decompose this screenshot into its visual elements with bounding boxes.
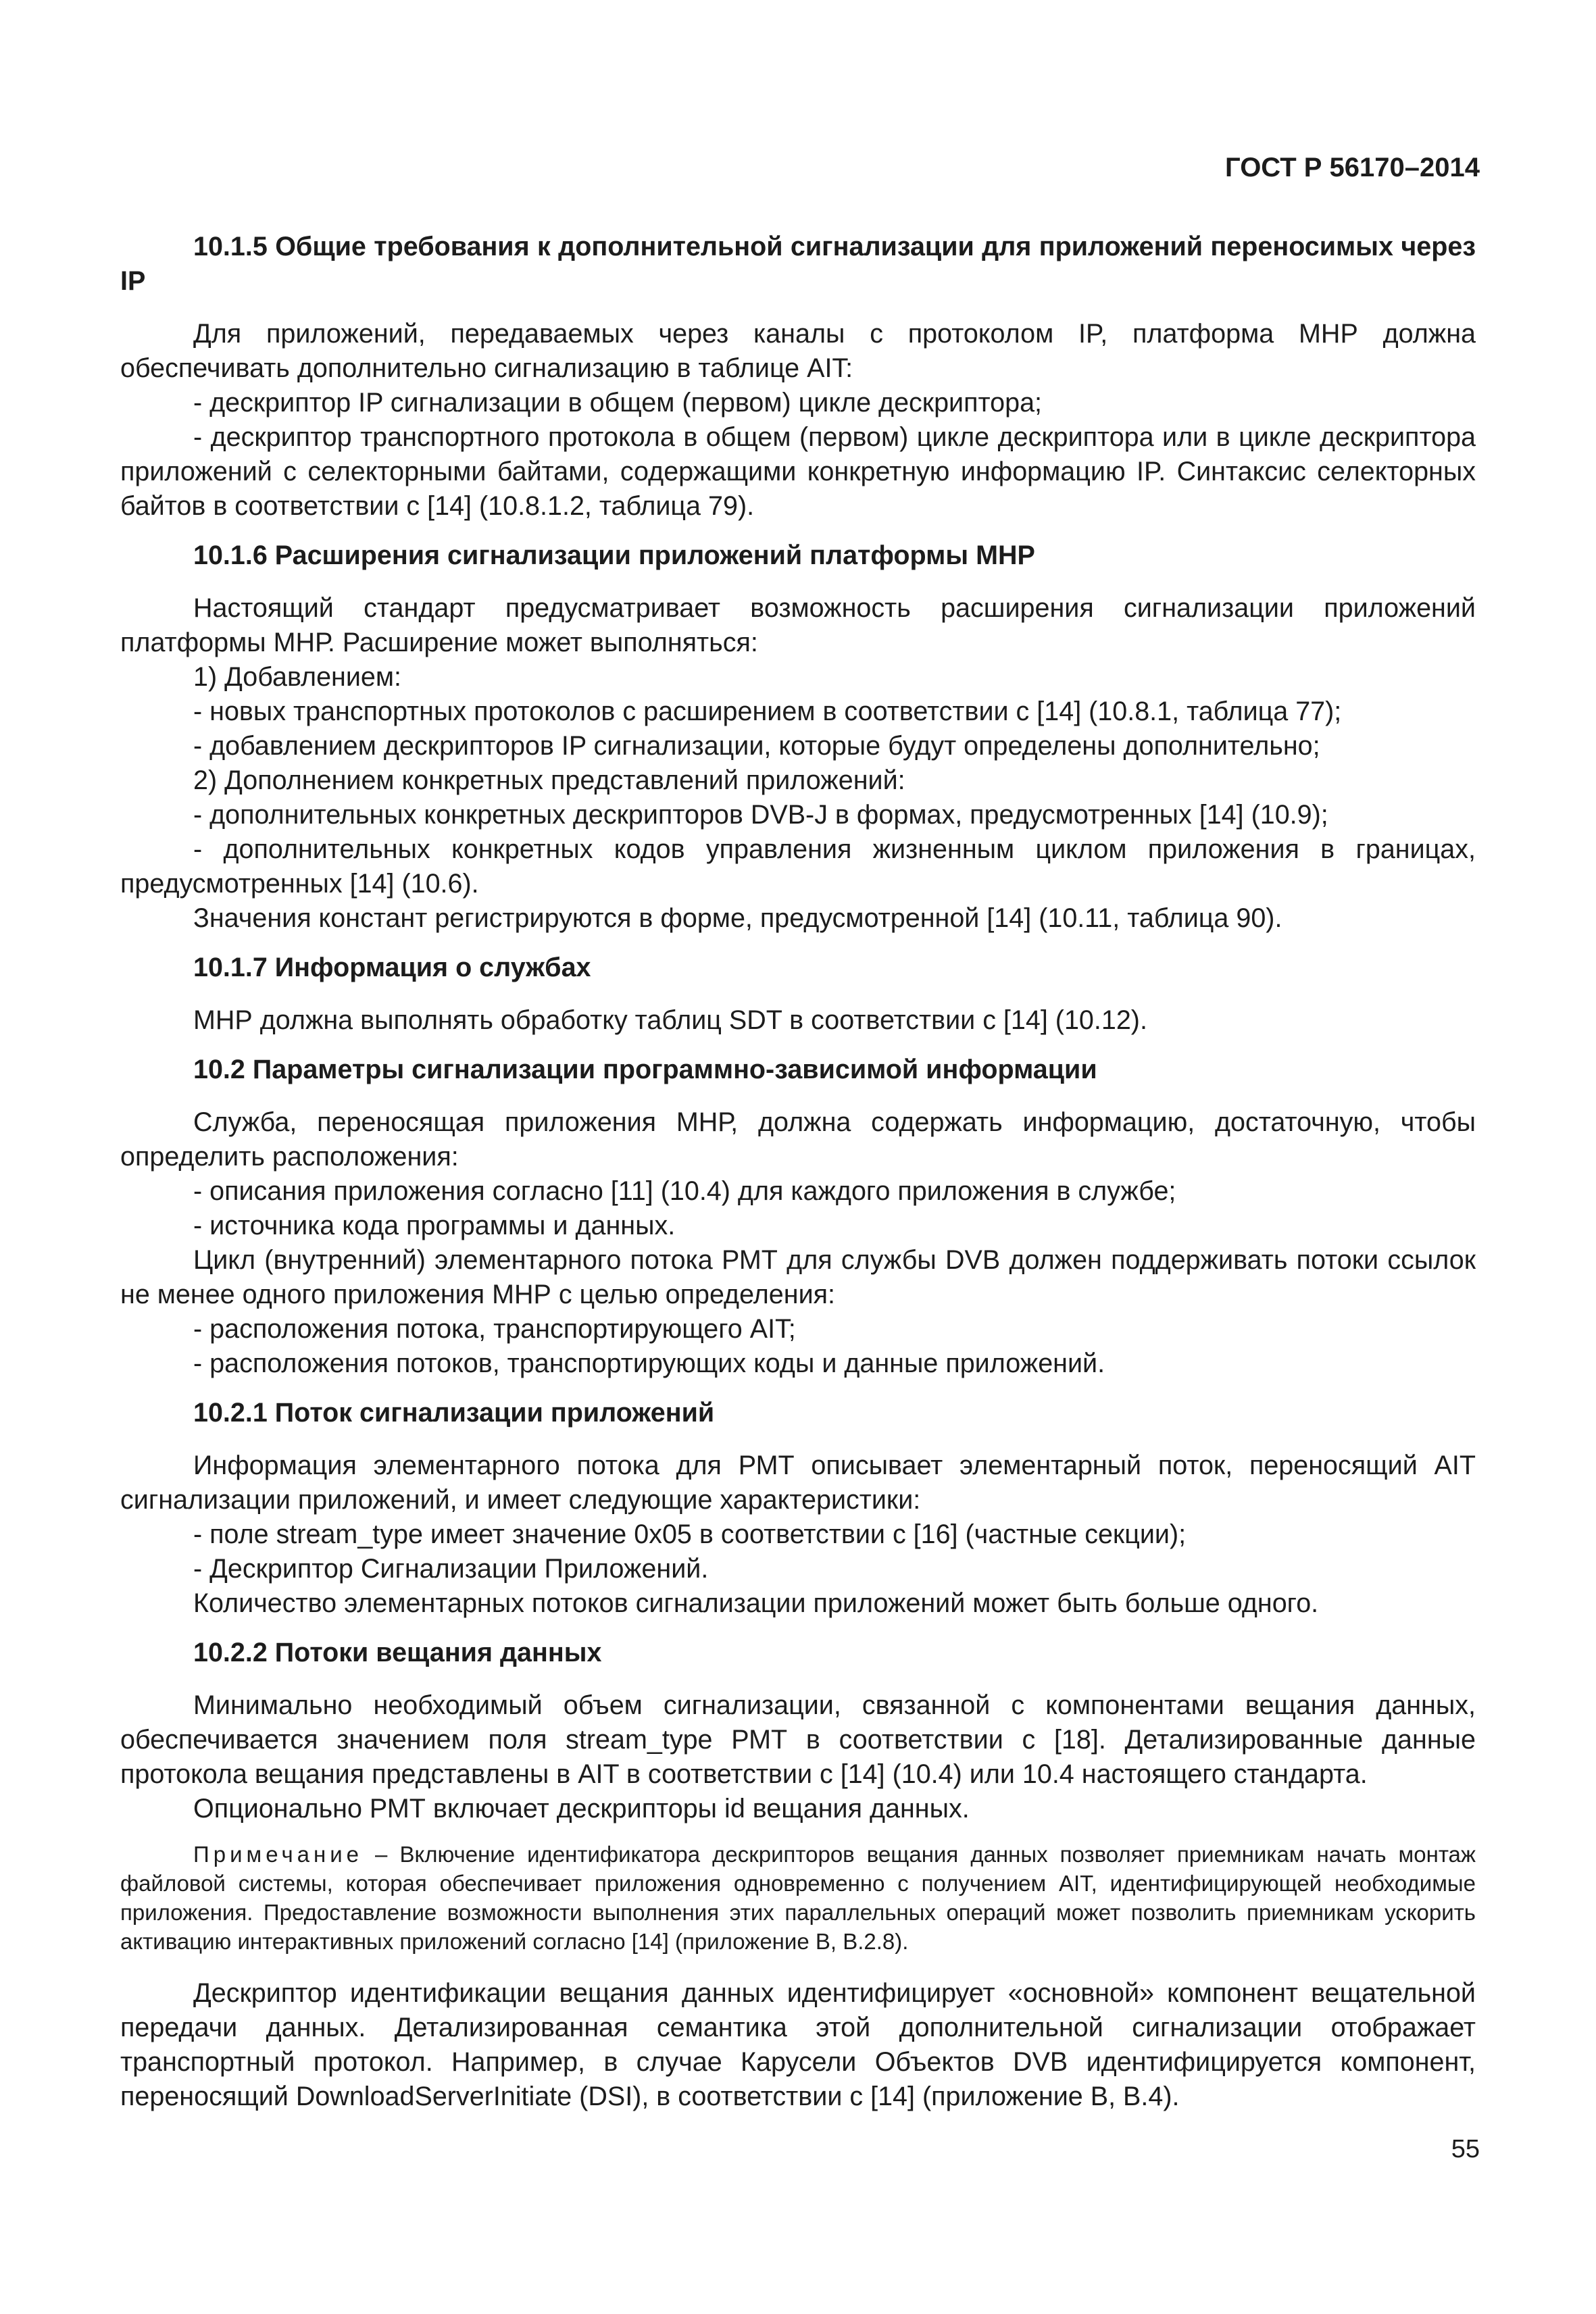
list-item: - описания приложения согласно [11] (10.4) для каждого приложения в службе; [193,1176,1176,1206]
numbered-item: 1) Добавлением: [193,662,402,692]
list-item: - источника кода программы и данных. [193,1211,676,1240]
note-text: – Включение идентификатора дескрипторов вещания данных позволяет приемникам начать монтаж файловой системы, которая обеспечивает приложения одновременно с получением AIT, идентифицирующей необходимые приложения. Предоставление возможности выполнения этих параллельных операций может позволить приемникам ускорить активацию интерактивных приложений согласно [14] (приложение В, В.2.8). [120,1842,1476,1954]
list-item: - Дескриптор Сигнализации Приложений. [193,1554,709,1584]
heading-10-1-7: 10.1.7 Информация о службах [193,953,591,982]
heading-10-2-1: 10.2.1 Поток сигнализации приложений [193,1398,715,1428]
numbered-item: 2) Дополнением конкретных представлений приложений: [193,765,905,795]
paragraph: Для приложений, передаваемых через каналы с протоколом IP, платформа МНР должна обеспечивать дополнительно сигнализацию в таблице AIT: [120,319,1476,383]
paragraph: Настоящий стандарт предусматривает возможность расширения сигнализации приложений платформы МНР. Расширение может выполняться: [120,593,1476,657]
list-item: - поле stream_type имеет значение 0x05 в соответствии с [16] (частные секции); [193,1519,1187,1549]
heading-10-2: 10.2 Параметры сигнализации программно-зависимой информации [193,1055,1097,1084]
list-item: - дескриптор IP сигнализации в общем (первом) цикле дескриптора; [193,388,1043,418]
list-item: - дополнительных конкретных кодов управления жизненным циклом приложения в границах, предусмотренных [14] (10.6). [120,834,1476,899]
paragraph: Дескриптор идентификации вещания данных идентифицирует «основной» компонент вещательной передачи данных. Детализированная семантика этой дополнительной сигнализации отображает транспортный протокол. Например, в случае Карусели Объектов DVB идентифицируется компонент, переносящий DownloadServerInitiate (DSI), в соответствии с [14] (приложение В, В.4). [120,1978,1476,2111]
paragraph: Служба, переносящая приложения МНР, должна содержать информацию, достаточную, чтобы определить расположения: [120,1107,1476,1172]
list-item: - добавлением дескрипторов IP сигнализации, которые будут определены дополнительно; [193,731,1320,761]
paragraph: Количество элементарных потоков сигнализации приложений может быть больше одного. [193,1588,1319,1618]
heading-10-1-5: 10.1.5 Общие требования к дополнительной сигнализации для приложений переносимых через IP [120,232,1476,296]
heading-10-1-6: 10.1.6 Расширения сигнализации приложений платформы МНР [193,540,1035,570]
paragraph: Цикл (внутренний) элементарного потока РМТ для службы DVB должен поддерживать потоки ссылок не менее одного приложения МНР с целью определения: [120,1245,1476,1309]
standard-number: ГОСТ Р 56170–2014 [1225,153,1480,182]
note [120,1840,1476,1956]
list-item: - расположения потоков, транспортирующих коды и данные приложений. [193,1349,1105,1378]
paragraph: Информация элементарного потока для РМТ описывает элементарный поток, переносящий AIT сигнализации приложений, и имеет следующие характеристики: [120,1451,1476,1515]
paragraph: МНР должна выполнять обработку таблиц SDT в соответствии с [14] (10.12). [193,1005,1147,1035]
list-item: - расположения потока, транспортирующего AIT; [193,1314,796,1344]
page-body [120,230,1476,2114]
list-item: - новых транспортных протоколов с расширением в соответствии с [14] (10.8.1, таблица 77); [193,697,1342,726]
paragraph: Опционально РМТ включает дескрипторы id вещания данных. [193,1794,970,1823]
paragraph: Минимально необходимый объем сигнализации, связанной с компонентами вещания данных, обеспечивается значением поля stream_type РМТ в соответствии с [18]. Детализированные данные протокола вещания представлены в AIT в соответствии с [14] (10.4) или 10.4 настоящего стандарта. [120,1690,1476,1789]
list-item: - дополнительных конкретных дескрипторов DVB-J в формах, предусмотренных [14] (10.9); [193,800,1328,830]
page-number: 55 [1451,2135,1480,2163]
note-label: Примечание [193,1842,364,1867]
heading-10-2-2: 10.2.2 Потоки вещания данных [193,1638,602,1667]
paragraph: Значения констант регистрируются в форме, предусмотренной [14] (10.11, таблица 90). [193,903,1282,933]
list-item: - дескриптор транспортного протокола в общем (первом) цикле дескриптора или в цикле дескриптора приложений с селекторными байтами, содержащими конкретную информацию IP. Синтаксис селекторных байтов в соответствии с [14] (10.8.1.2, таблица 79). [120,422,1476,521]
